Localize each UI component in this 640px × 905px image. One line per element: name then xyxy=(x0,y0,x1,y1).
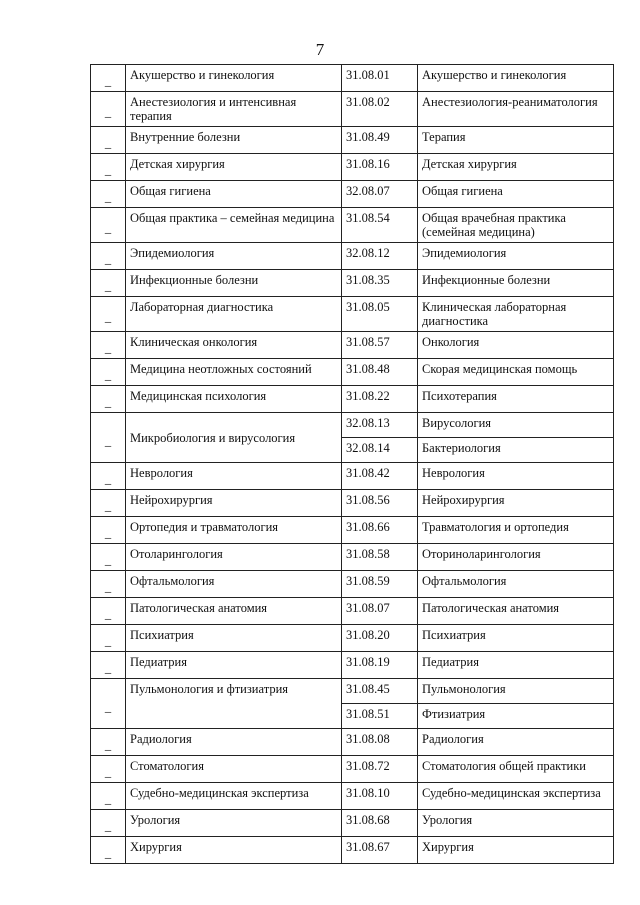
row-marker-dash: _ xyxy=(104,74,112,88)
new-specialty-name-cell: Патологическая анатомия xyxy=(418,598,614,625)
new-specialty-name-cell: Неврология xyxy=(418,463,614,490)
specialty-code-cell: 31.08.66 xyxy=(342,517,418,544)
row-marker xyxy=(91,208,126,243)
specialty-code-cell: 31.08.68 xyxy=(342,810,418,837)
specialty-name-cell: Психиатрия xyxy=(126,625,342,652)
row-marker xyxy=(91,756,126,783)
new-specialty-name-cell: Эпидемиология xyxy=(418,243,614,270)
row-marker xyxy=(91,92,126,127)
table-row xyxy=(91,359,614,386)
new-specialty-name-cell: Радиология xyxy=(418,729,614,756)
row-marker xyxy=(91,652,126,679)
new-specialty-name-cell: Фтизиатрия xyxy=(418,704,614,729)
table-row xyxy=(91,571,614,598)
specialty-name-cell: Акушерство и гинекология xyxy=(126,65,342,92)
new-specialty-name-cell: Скорая медицинская помощь xyxy=(418,359,614,386)
table-row xyxy=(91,783,614,810)
specialty-code-cell: 31.08.48 xyxy=(342,359,418,386)
specialty-name-cell: Офтальмология xyxy=(126,571,342,598)
specialty-name-cell: Инфекционные болезни xyxy=(126,270,342,297)
row-marker xyxy=(91,544,126,571)
specialty-code-cell: 31.08.08 xyxy=(342,729,418,756)
specialty-name-cell: Патологическая анатомия xyxy=(126,598,342,625)
row-marker xyxy=(91,413,126,463)
specialty-code-cell: 31.08.45 xyxy=(342,679,418,704)
table-row xyxy=(91,92,614,127)
table-row xyxy=(91,332,614,359)
table-row xyxy=(91,127,614,154)
table-row xyxy=(91,837,614,864)
table-row xyxy=(91,154,614,181)
specialty-name-cell: Стоматология xyxy=(126,756,342,783)
row-marker-dash: _ xyxy=(104,368,112,382)
specialty-code-cell: 31.08.57 xyxy=(342,332,418,359)
row-marker-dash: _ xyxy=(104,105,112,119)
specialty-name-cell: Медицина неотложных состояний xyxy=(126,359,342,386)
specialty-name-cell: Отоларингология xyxy=(126,544,342,571)
row-marker xyxy=(91,783,126,810)
row-marker-dash: _ xyxy=(104,738,112,752)
row-marker xyxy=(91,810,126,837)
row-marker-dash: _ xyxy=(104,252,112,266)
row-marker-dash: _ xyxy=(104,163,112,177)
row-marker-dash: _ xyxy=(104,699,112,714)
new-specialty-name-cell: Анестезиология-реаниматология xyxy=(418,92,614,127)
new-specialty-name-cell: Травматология и ортопедия xyxy=(418,517,614,544)
row-marker xyxy=(91,297,126,332)
table-row xyxy=(91,181,614,208)
specialty-name-cell: Судебно-медицинская экспертиза xyxy=(126,783,342,810)
row-marker-dash: _ xyxy=(104,661,112,675)
specialty-code-cell: 32.08.12 xyxy=(342,243,418,270)
specialty-code-cell: 31.08.01 xyxy=(342,65,418,92)
specialty-code-cell: 31.08.02 xyxy=(342,92,418,127)
new-specialty-name-cell: Вирусология xyxy=(418,413,614,438)
table-row xyxy=(91,544,614,571)
specialty-name-cell: Анестезиология и интенсивная терапия xyxy=(126,92,342,127)
page-number: 7 xyxy=(315,40,325,59)
row-marker xyxy=(91,490,126,517)
new-specialty-name-cell: Акушерство и гинекология xyxy=(418,65,614,92)
row-marker xyxy=(91,181,126,208)
specialty-name-cell: Лабораторная диагностика xyxy=(126,297,342,332)
table-row xyxy=(91,598,614,625)
specialty-name-cell: Эпидемиология xyxy=(126,243,342,270)
specialty-name-cell: Пульмонология и фтизиатрия xyxy=(126,679,342,729)
specialty-code-cell: 31.08.22 xyxy=(342,386,418,413)
row-marker xyxy=(91,517,126,544)
row-marker-dash: _ xyxy=(104,580,112,594)
row-marker xyxy=(91,729,126,756)
table-row xyxy=(91,652,614,679)
new-specialty-name-cell: Стоматология общей практики xyxy=(418,756,614,783)
specialty-code-cell: 31.08.56 xyxy=(342,490,418,517)
row-marker-dash: _ xyxy=(104,341,112,355)
specialty-name-cell: Радиология xyxy=(126,729,342,756)
row-marker-dash: _ xyxy=(104,792,112,806)
table-row xyxy=(91,625,614,652)
specialty-name-cell: Ортопедия и травматология xyxy=(126,517,342,544)
specialty-code-cell: 32.08.13 xyxy=(342,413,418,438)
row-marker-dash: _ xyxy=(104,553,112,567)
row-marker-dash: _ xyxy=(104,765,112,779)
new-specialty-name-cell: Пульмонология xyxy=(418,679,614,704)
row-marker-dash: _ xyxy=(104,499,112,513)
row-marker-dash: _ xyxy=(104,279,112,293)
specialty-code-cell: 31.08.35 xyxy=(342,270,418,297)
table-row xyxy=(91,413,614,438)
specialty-name-cell: Внутренние болезни xyxy=(126,127,342,154)
specialties-table xyxy=(90,64,614,864)
specialty-name-cell: Микробиология и вирусология xyxy=(126,413,342,463)
specialty-name-cell: Хирургия xyxy=(126,837,342,864)
new-specialty-name-cell: Общая гигиена xyxy=(418,181,614,208)
table-row xyxy=(91,243,614,270)
row-marker-dash: _ xyxy=(104,472,112,486)
row-marker-dash: _ xyxy=(104,136,112,150)
row-marker-dash: _ xyxy=(104,819,112,833)
new-specialty-name-cell: Судебно-медицинская экспертиза xyxy=(418,783,614,810)
new-specialty-name-cell: Бактериология xyxy=(418,438,614,463)
specialty-name-cell: Клиническая онкология xyxy=(126,332,342,359)
table-row xyxy=(91,490,614,517)
specialty-code-cell: 31.08.42 xyxy=(342,463,418,490)
new-specialty-name-cell: Педиатрия xyxy=(418,652,614,679)
row-marker xyxy=(91,359,126,386)
new-specialty-name-cell: Урология xyxy=(418,810,614,837)
specialties-table-body xyxy=(91,65,614,864)
row-marker-dash: _ xyxy=(104,526,112,540)
specialty-code-cell: 31.08.05 xyxy=(342,297,418,332)
specialty-name-cell: Педиатрия xyxy=(126,652,342,679)
specialty-code-cell: 31.08.16 xyxy=(342,154,418,181)
specialty-code-cell: 31.08.72 xyxy=(342,756,418,783)
row-marker xyxy=(91,625,126,652)
row-marker xyxy=(91,243,126,270)
row-marker xyxy=(91,837,126,864)
specialty-code-cell: 31.08.59 xyxy=(342,571,418,598)
row-marker xyxy=(91,386,126,413)
row-marker-dash: _ xyxy=(104,634,112,648)
row-marker-dash: _ xyxy=(104,433,112,448)
specialty-name-cell: Неврология xyxy=(126,463,342,490)
specialty-name-cell: Медицинская психология xyxy=(126,386,342,413)
row-marker xyxy=(91,127,126,154)
table-row xyxy=(91,517,614,544)
row-marker-dash: _ xyxy=(104,846,112,860)
specialty-name-cell: Общая гигиена xyxy=(126,181,342,208)
row-marker xyxy=(91,679,126,729)
row-marker-dash: _ xyxy=(104,221,112,235)
row-marker xyxy=(91,65,126,92)
table-row xyxy=(91,65,614,92)
specialty-code-cell: 31.08.20 xyxy=(342,625,418,652)
row-marker xyxy=(91,598,126,625)
table-row xyxy=(91,679,614,704)
specialty-code-cell: 32.08.14 xyxy=(342,438,418,463)
specialty-code-cell: 31.08.10 xyxy=(342,783,418,810)
new-specialty-name-cell: Инфекционные болезни xyxy=(418,270,614,297)
new-specialty-name-cell: Детская хирургия xyxy=(418,154,614,181)
row-marker xyxy=(91,270,126,297)
table-row xyxy=(91,386,614,413)
row-marker-dash: _ xyxy=(104,310,112,324)
new-specialty-name-cell: Клиническая лабораторная диагностика xyxy=(418,297,614,332)
specialty-name-cell: Урология xyxy=(126,810,342,837)
table-row xyxy=(91,270,614,297)
specialty-name-cell: Нейрохирургия xyxy=(126,490,342,517)
new-specialty-name-cell: Психотерапия xyxy=(418,386,614,413)
row-marker xyxy=(91,463,126,490)
table-row xyxy=(91,756,614,783)
specialty-name-cell: Детская хирургия xyxy=(126,154,342,181)
new-specialty-name-cell: Психиатрия xyxy=(418,625,614,652)
specialty-code-cell: 31.08.58 xyxy=(342,544,418,571)
table-row xyxy=(91,729,614,756)
new-specialty-name-cell: Оториноларингология xyxy=(418,544,614,571)
table-row xyxy=(91,208,614,243)
specialty-code-cell: 32.08.07 xyxy=(342,181,418,208)
row-marker xyxy=(91,332,126,359)
table-row xyxy=(91,297,614,332)
row-marker xyxy=(91,571,126,598)
table-row xyxy=(91,463,614,490)
new-specialty-name-cell: Нейрохирургия xyxy=(418,490,614,517)
row-marker-dash: _ xyxy=(104,190,112,204)
row-marker-dash: _ xyxy=(104,607,112,621)
new-specialty-name-cell: Офтальмология xyxy=(418,571,614,598)
row-marker-dash: _ xyxy=(104,395,112,409)
specialty-name-cell: Общая практика – семейная медицина xyxy=(126,208,342,243)
specialty-code-cell: 31.08.07 xyxy=(342,598,418,625)
new-specialty-name-cell: Общая врачебная практика (семейная медицина) xyxy=(418,208,614,243)
specialty-code-cell: 31.08.19 xyxy=(342,652,418,679)
specialty-code-cell: 31.08.51 xyxy=(342,704,418,729)
specialty-code-cell: 31.08.67 xyxy=(342,837,418,864)
specialty-code-cell: 31.08.54 xyxy=(342,208,418,243)
new-specialty-name-cell: Терапия xyxy=(418,127,614,154)
specialty-code-cell: 31.08.49 xyxy=(342,127,418,154)
row-marker xyxy=(91,154,126,181)
new-specialty-name-cell: Онкология xyxy=(418,332,614,359)
table-row xyxy=(91,810,614,837)
new-specialty-name-cell: Хирургия xyxy=(418,837,614,864)
